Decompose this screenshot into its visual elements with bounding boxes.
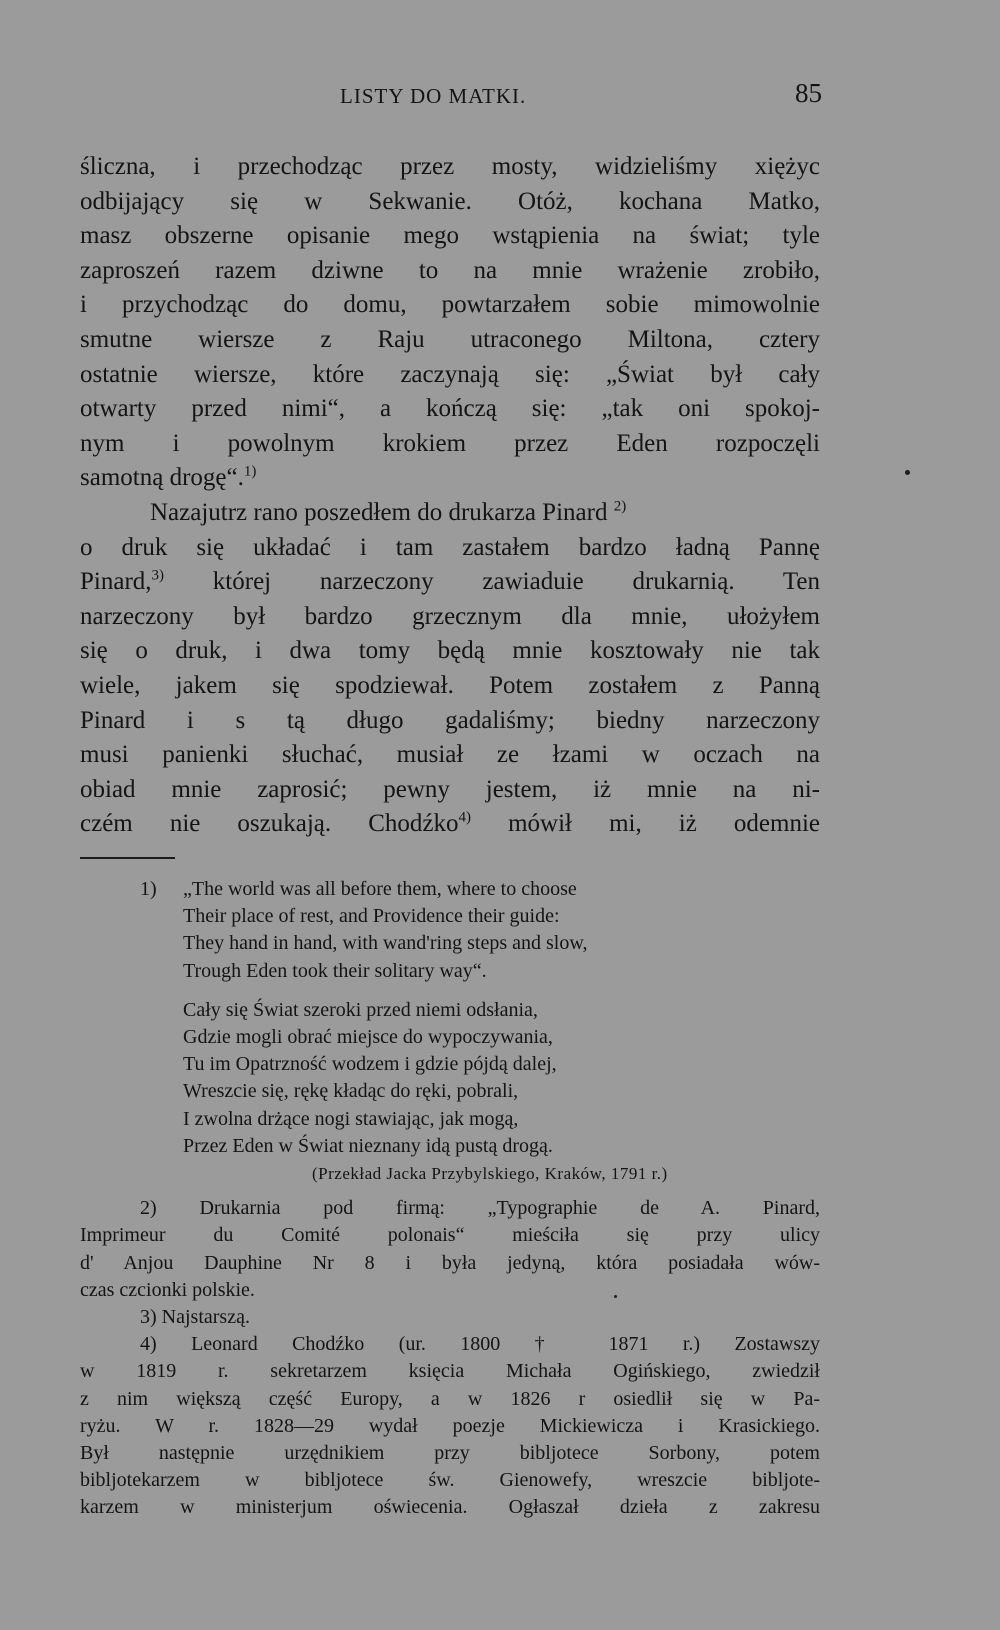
text-line — [80, 461, 820, 496]
main-text — [80, 150, 820, 842]
page-header — [0, 78, 1000, 118]
text-fragment: której narzeczony zawiaduie drukarnią. Ten — [212, 568, 820, 596]
text-line: zaproszeń razem dziwne to na mnie wrażenie zrobiło, — [80, 256, 820, 284]
poem-line: They hand in hand, with wand'ring steps and slow, — [183, 932, 588, 955]
footnote-3-mark: 3) — [140, 1306, 157, 1329]
footnote-4-mark: 4) — [140, 1333, 157, 1356]
text-line: śliczna, i przechodząc przez mosty, widzieliśmy xiężyc — [80, 153, 820, 180]
text-line: odbijający się w Sekwanie. Otóż, kochana Matko, — [80, 187, 820, 215]
margin-speck — [905, 470, 910, 475]
footnote-rule — [80, 857, 175, 859]
text-fragment: samotną drogę“. — [80, 464, 244, 492]
footnote-text: Był następnie urzędnikiem przy bibljotece Sorbony, potem — [80, 1442, 820, 1465]
footnote-text: karzem w ministerjum oświecenia. Ogłaszał dzieła z zakresu — [80, 1496, 820, 1519]
poem-line: Przez Eden w Świat nieznany idą pustą drogą. — [183, 1134, 553, 1157]
footnote-gap — [80, 985, 820, 997]
footnote-text: w 1819 r. sekretarzem księcia Michała Ogińskiego, zwiedził — [80, 1360, 820, 1383]
translation-source: (Przekład Jacka Przybylskiego, Kraków, 1791 r.) — [312, 1164, 668, 1184]
text-line: musi panienki słuchać, musiał ze łzami w oczach na — [80, 741, 820, 769]
footnote-text: Imprimeur du Comité polonais“ mieściła się przy ulicy — [80, 1224, 820, 1247]
footnote-gap — [80, 1187, 820, 1195]
text-line: obiad mnie zaprosić; pewny jestem, iż mnie na ni- — [80, 775, 820, 803]
text-line — [80, 496, 820, 531]
text-line: narzeczony był bardzo grzecznym dla mnie, ułożyłem — [80, 602, 820, 630]
text-line: Pinard i s tą długo gadaliśmy; biedny narzeczony — [80, 706, 820, 734]
text-line: nym i powolnym krokiem przez Eden rozpoczęli — [80, 429, 820, 457]
poem-line: Their place of rest, and Providence their guide: — [183, 905, 560, 928]
page-number: 85 — [795, 78, 822, 108]
text-line: i przychodząc do domu, powtarzałem sobie mimowolnie — [80, 291, 820, 319]
text-fragment: Nazajutrz rano poszedłem do drukarza Pinard — [150, 498, 608, 526]
poem-line: Trough Eden took their solitary way“. — [183, 959, 487, 982]
poem-line: Wreszcie się, rękę kładąc do ręki, pobrali, — [183, 1080, 519, 1103]
text-fragment: mówił mi, iż odemnie — [508, 810, 821, 838]
footnote-text: czas czcionki polskie. — [80, 1278, 255, 1301]
text-line: ostatnie wiersze, które zaczynają się: „Świat był cały — [80, 360, 820, 388]
footnote-4-line — [80, 1331, 820, 1358]
footnote-text: Najstarszą. — [161, 1306, 250, 1329]
footnote-text: bibljotekarzem w bibljotece św. Gienowefy, wreszcie bibljote- — [80, 1469, 820, 1492]
footnote-3-line — [80, 1304, 820, 1331]
footnote-mark: 1) — [243, 464, 257, 481]
footnote-2-mark: 2) — [140, 1197, 157, 1220]
text-fragment: Pinard, — [80, 568, 152, 596]
text-line: się o druk, i dwa tomy będą mnie kosztowały nie tak — [80, 637, 820, 665]
poem-line: Cały się Świat szeroki przed niemi odsłania, — [183, 998, 538, 1021]
footnote-text: d' Anjou Dauphine Nr 8 i była jedyną, która posiadała wów- — [80, 1251, 820, 1274]
text-line: otwarty przed nimi“, a kończą się: „tak oni spokoj- — [80, 395, 820, 423]
footnote-text: ryżu. W r. 1828—29 wydał poezje Mickiewicza i Krasickiego. — [80, 1414, 820, 1437]
text-line — [80, 807, 820, 842]
text-line — [80, 565, 820, 600]
text-line: wiele, jakem się spodziewał. Potem zostałem z Panną — [80, 671, 820, 699]
text-line: o druk się układać i tam zastałem bardzo ładną Pannę — [80, 533, 820, 561]
footnote-2-line — [80, 1195, 820, 1222]
text-line: smutne wiersze z Raju utraconego Miltona, cztery — [80, 325, 820, 353]
poem-line: „The world was all before them, where to choose — [183, 878, 577, 900]
footnote-mark: 2) — [613, 498, 627, 515]
footnote-1-line — [80, 876, 820, 903]
footnote-1-mark: 1) — [140, 878, 157, 900]
text-fragment: czém nie oszukają. Chodźko — [80, 810, 459, 838]
running-title: LISTY DO MATKI. — [340, 84, 527, 108]
footnote-text: Drukarnia pod firmą: „Typographie de A. Pinard, — [199, 1197, 821, 1220]
footnote-text: Leonard Chodźko (ur. 1800 † 1871 r.) Zostawszy — [191, 1333, 820, 1356]
poem-line: Gdzie mogli obrać miejsce do wypoczywania, — [183, 1026, 553, 1049]
poem-line: I zwolna drżące nogi stawiając, jak mogą, — [183, 1107, 519, 1130]
text-line: masz obszerne opisanie mego wstąpienia na świat; tyle — [80, 222, 820, 250]
footnote-text: z nim większą część Europy, a w 1826 r osiedlił się w Pa- — [80, 1387, 820, 1410]
footnote-mark: 3) — [151, 567, 165, 584]
footnote-mark: 4) — [458, 809, 472, 826]
poem-line: Tu im Opatrzność wodzem i gdzie pójdą dalej, — [183, 1053, 557, 1076]
footnotes — [80, 876, 820, 1522]
